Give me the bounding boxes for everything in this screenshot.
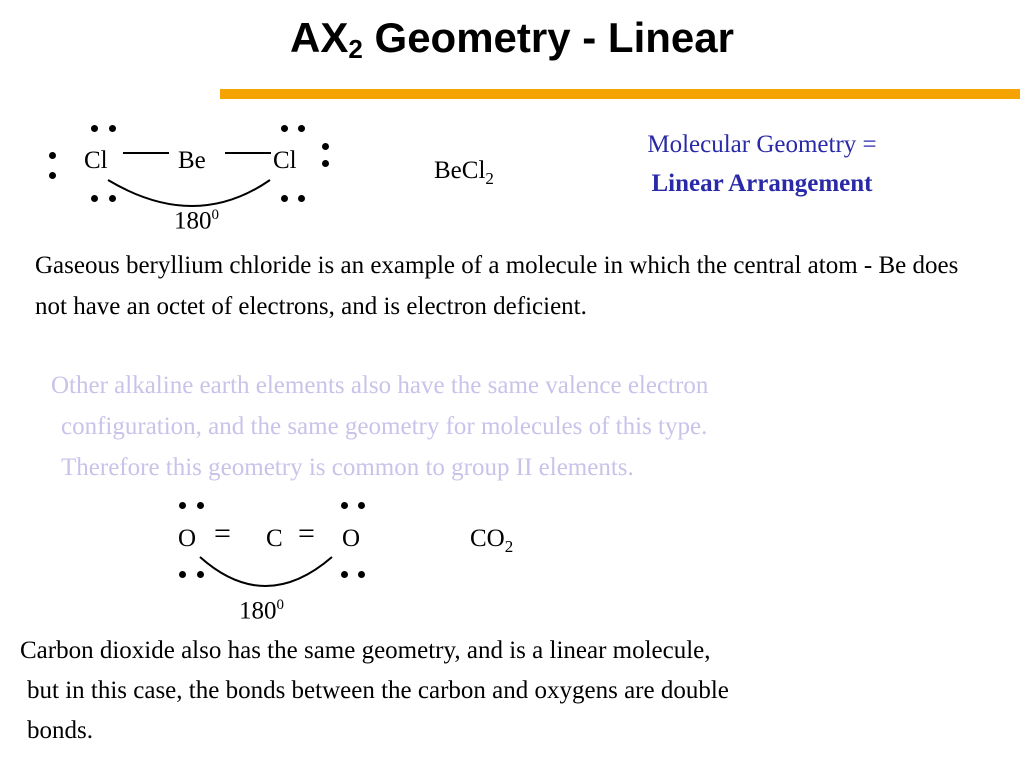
geometry-label-line2: Linear Arrangement <box>651 170 873 197</box>
title-subscript: 2 <box>348 34 363 64</box>
bond-angle-arc <box>0 440 400 640</box>
becl2-bond-angle: $180^0$ <box>174 207 219 235</box>
atom-be: Be <box>178 147 206 174</box>
title-rest: Geometry - Linear <box>362 14 734 61</box>
co2-description-line3: bonds. <box>27 717 93 744</box>
double-bond-right: = <box>298 517 315 550</box>
atom-cl-right: Cl <box>273 147 297 174</box>
alkaline-earth-note-line1: Other alkaline earth elements also have the same valence electron <box>51 372 709 399</box>
becl2-formula: BeCl$_2$ <box>434 157 494 188</box>
alkaline-earth-note-line3: Therefore this geometry is common to group II elements. <box>61 454 634 481</box>
atom-o-left: O <box>178 525 197 552</box>
co2-bond-angle: $180^0$ <box>239 597 284 625</box>
co2-description-line2: but in this case, the bonds between the carbon and oxygens are double <box>27 677 729 704</box>
title-main: AX <box>290 14 349 61</box>
atom-cl-left: Cl <box>84 147 108 174</box>
geometry-label-line1: Molecular Geometry = <box>647 131 877 158</box>
co2-formula: $CO_2$ <box>470 525 514 556</box>
atom-o-right: O <box>342 525 361 552</box>
atom-c: C <box>266 525 283 552</box>
double-bond-left: = <box>214 517 231 550</box>
co2-description-line1: Carbon dioxide also has the same geometry, and is a linear molecule, <box>20 637 711 664</box>
alkaline-earth-note-line2: configuration, and the same geometry for molecules of this type. <box>61 413 708 440</box>
becl2-description: Gaseous beryllium chloride is an example of a molecule in which the central atom - Be does not have an octet of electrons, and is electron deficient. <box>35 252 959 320</box>
